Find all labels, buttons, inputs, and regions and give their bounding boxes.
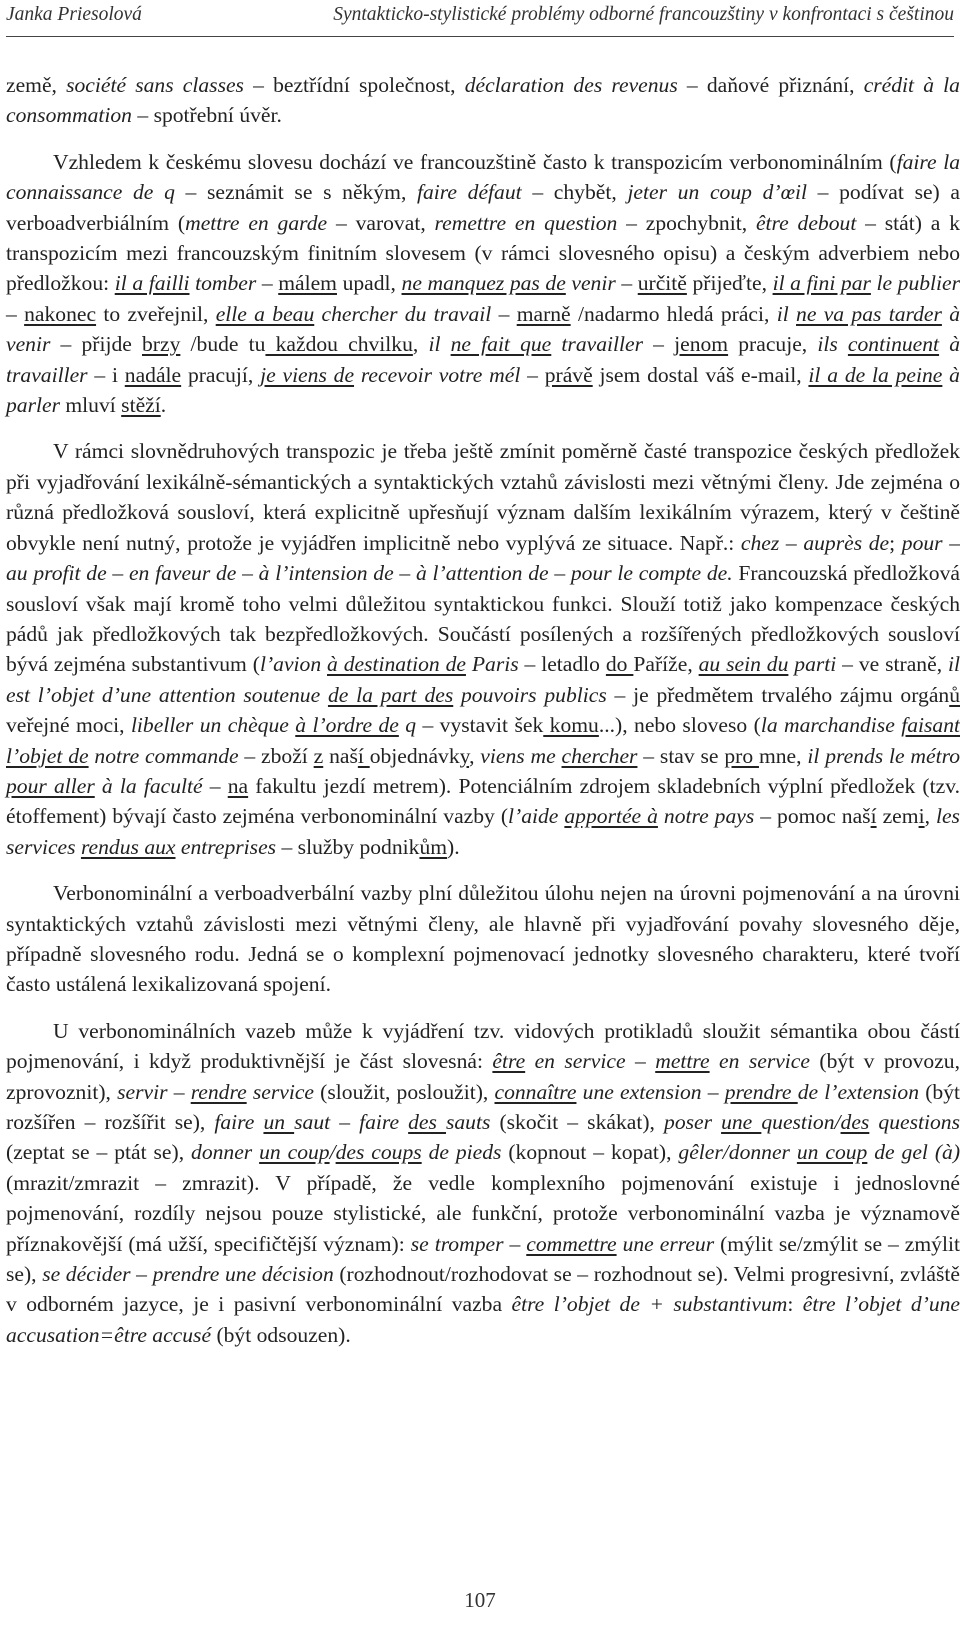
header-author: Janka Priesolová xyxy=(6,4,142,25)
page-number: 107 xyxy=(464,1588,496,1612)
paragraph: Vzhledem k českému slovesu dochází ve francouzštině často k transpozicím verbonominálním (faire la connaissance de q – seznámit se s někým, faire défaut – chybět, jeter un coup d’œil – podívat se) a verboadverbiálním (mettre en garde – varovat, remettre en question – zpochybnit, être debout – stát) a k transpozicím mezi francouzským finitním slovesem (v rámci slovesného opisu) a českým adverbiem nebo předložkou: il a failli tomber – málem upadl, ne manquez pas de venir – určitě přijeďte, il a fini par le publier – nakonec to zveřejnil, elle a beau chercher du travail – marně /nadarmo hledá práci, il ne va pas tarder à venir – přijde brzy /bude tu každou chvilku, il ne fait que travailler – jenom pracuje, ils continuent à travailler – i nadále pracují, je viens de recevoir votre mél – právě jsem dostal váš e-mail, il a de la peine à parler mluví stěží. xyxy=(6,149,960,418)
body-text xyxy=(6,70,960,1366)
paragraph: V rámci slovnědruhových transpozic je třeba ještě zmínit poměrně časté transpozice českých předložek při vyjadřování lexikálně-sémantických a syntaktických vztahů závislosti mezi větnými členy. Jde zejména o různá předložková sousloví, která explicitně upřesňují význam dalším lexikálním výrazem, který v češtině obvykle není nutný, protože je vyjádřen implicitně nebo vyplývá ze situace. Např.: chez – auprès de; pour – au profit de – en faveur de – à l’intension de – à l’attention de – pour le compte de. Francouzská předložková sousloví však mají kromě toho velmi důležitou syntaktickou funkci. Slouží totiž jako kompenzace českých pádů jak předložkových tak bezpředložkových. Součástí posílených a rozšířených předložkových sousloví bývá zejména substantivum (l’avion à destination de Paris – letadlo do Paříže, au sein du parti – ve straně, il est l’objet d’une attention soutenue de la part des pouvoirs publics – je předmětem trvalého zájmu orgánů veřejné moci, libeller un chèque à l’ordre de q – vystavit šek komu...), nebo sloveso (la marchandise faisant l’objet de notre commande – zboží z naší objednávky, viens me chercher – stav se pro mne, il prends le métro pour aller à la faculté – na fakultu jezdí metrem). Potenciálním zdrojem skladebních výplní předložek (tzv. étoffement) bývají často zejména verbonominální vazby (l’aide apportée à notre pays – pomoc naší zemi, les services rendus aux entreprises – služby podnikům). xyxy=(6,439,960,859)
paragraph: Verbonominální a verboadverbální vazby plní důležitou úlohu nejen na úrovni pojmenování a na úrovni syntaktických vztahů závislosti mezi větnými členy, ale hlavně při vyjadřování povahy slovesného děje, případně slovesného rodu. Jedná se o komplexní pojmenovací jednotky slovesného charakteru, které tvoří často ustálená lexikalizovaná spojení. xyxy=(6,881,960,997)
paragraph: země, société sans classes – beztřídní společnost, déclaration des revenus – daňové přiznání, crédit à la consommation – spotřební úvěr. xyxy=(6,73,960,128)
paragraph: U verbonominálních vazeb může k vyjádření tzv. vidových protikladů sloužit sémantika obou částí pojmenování, i když produktivnější je část slovesná: être en service – mettre en service (být v provozu, zprovoznit), servir – rendre service (sloužit, posloužit), connaître une extension – prendre de l’extension (být rozšířen – rozšířit se), faire un saut – faire des sauts (skočit – skákat), poser une question/des questions (zeptat se – ptát se), donner un coup/des coups de pieds (kopnout – kopat), gêler/donner un coup de gel (à) (mrazit/zmrazit – zmrazit). V případě, že vedle komplexního pojmenování existuje i jednoslovné pojmenování, rozdíly nejsou pouze stylistické, ale funkční, protože verbonominální vazba je významově příznakovější (má užší, specifičtější význam): se tromper – commettre une erreur (mýlit se/zmýlit se – zmýlit se), se décider – prendre une décision (rozhodnout/rozhodovat se – rozhodnout se). Velmi progresivní, zvláště v odborném jazyce, je i pasivní verbonominální vazba être l’objet de + substantivum: être l’objet d’une accusation=être accusé (být odsouzen). xyxy=(6,1018,960,1347)
running-header xyxy=(6,2,954,37)
header-title: Syntakticko-stylistické problémy odborné francouzštiny v konfrontaci s češtinou xyxy=(333,4,954,25)
